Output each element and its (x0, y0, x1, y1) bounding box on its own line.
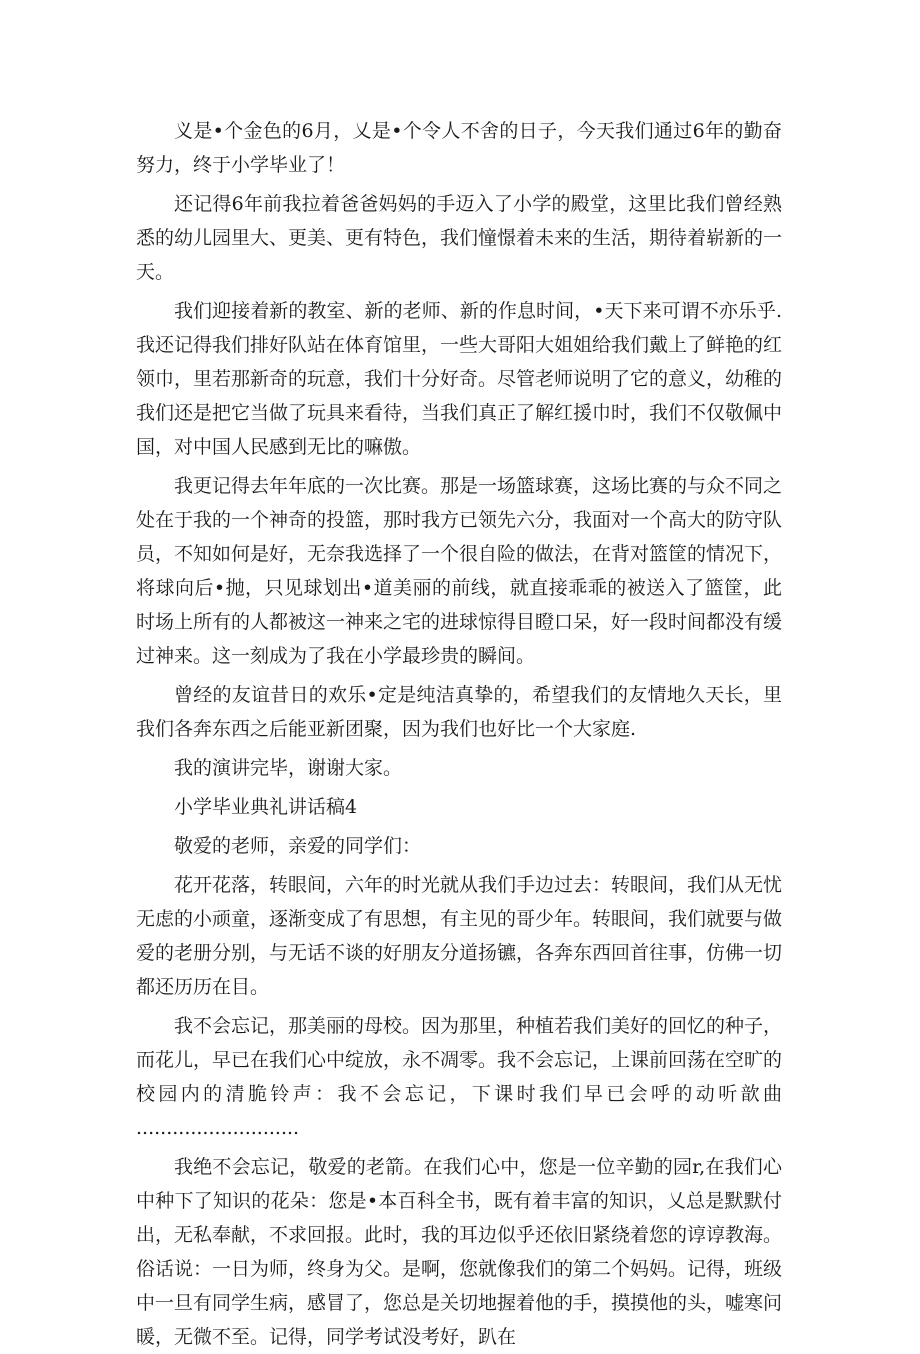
section-title: 小学毕业典礼讲话稿4 (174, 796, 358, 818)
paragraph-1: 义是•个金色的6月，乂是•个令人不舍的日子，今天我们通过6年的勤奋努力，终于小学毕业了！ (136, 120, 782, 176)
paragraph-7: 花开花落，转眼间，六年的时光就从我们手边过去：转眼间，我们从无忧无虑的小顽童，逐渐变成了有思想，有主见的哥少年。转眼间，我们就要与做爱的老册分别，与无话不谈的好朋友分道扬镳，各奔东西回首往事，仿佛一切都还历历在目。 (136, 874, 783, 998)
paragraph-6: 我的演讲完毕，谢谢大家。 (174, 757, 403, 779)
paragraph-3: 我们迎接着新的教室、新的老师、新的作息时间，•天下来可谓不亦乐乎.我还记得我们排好队站在体育馆里，一些大哥阳大姐姐给我们戴上了鲜艳的红领巾，里若那新奇的玩意，我们十分好奇。尽管老师说明了它的意义，幼稚的我们还是把它当做了玩具来看待，当我们真正了解红援巾时，我们不仅敬佩中国，对中国人民感到无比的嘛傲。 (136, 300, 783, 458)
paragraph-5: 曾经的友谊昔日的欢乐•定是纯洁真挚的，希望我们的友情地久天长，里我们各奔东西之后能亚新团聚，因为我们也好比一个大家庭. (136, 684, 782, 740)
paragraph-8: 我不会忘记，那美丽的母校。因为那里，种植若我们美好的回忆的种子，而花儿，早已在我们心中绽放，永不凋零。我不会忘记，上课前回荡在空旷的校园内的清脆铃声：我不会忘记，下课时我们早已会呼的动听歆曲 ........................... (136, 1015, 783, 1139)
salutation: 敬爱的老师，亲爱的同学们： (174, 835, 422, 857)
paragraph-4: 我更记得去年年底的一次比赛。那是一场篮球赛，这场比赛的与众不同之处在于我的一个神奇的投篮，那时我方已领先六分，我面对一个高大的防守队员，不知如何是好，无奈我选择了一个很自险的做法，在背对篮筐的情况下，将球向后•抛，只见球划出•道美丽的前线，就直接乖乖的被送入了篮筐，此时场上所有的人都被这一神来之宅的进球惊得目瞪口呆，好一段时间都没有缓过神来。这一刻成为了我在小学最珍贵的瞬间。 (136, 475, 783, 667)
document-body (136, 114, 782, 1354)
paragraph-2: 还记得6年前我拉着爸爸妈妈的手迈入了小学的殿堂，这里比我们曾经熟悉的幼儿园里大、更美、更有特色，我们憧憬着未来的生活，期待着崭新的一天。 (136, 193, 783, 283)
paragraph-9: 我绝不会忘记，敬爱的老箭。在我们心中，您是一位辛勤的园r,在我们心中种下了知识的花朵：您是•本百科全书，既有着丰富的知识，乂总是默默付出，无私奉献，不求回报。此时，我的耳边似乎还依旧紧绕着您的谆谆教海。俗话说：一日为师，终身为父。是啊，您就像我们的第二个妈妈。记得，班级中一旦有同学生病，感冒了，您总是关切地握着他的手，摸摸他的头，嘘寒问暖，无微不至。记得，同学考试没考好，趴在 (136, 1156, 783, 1348)
